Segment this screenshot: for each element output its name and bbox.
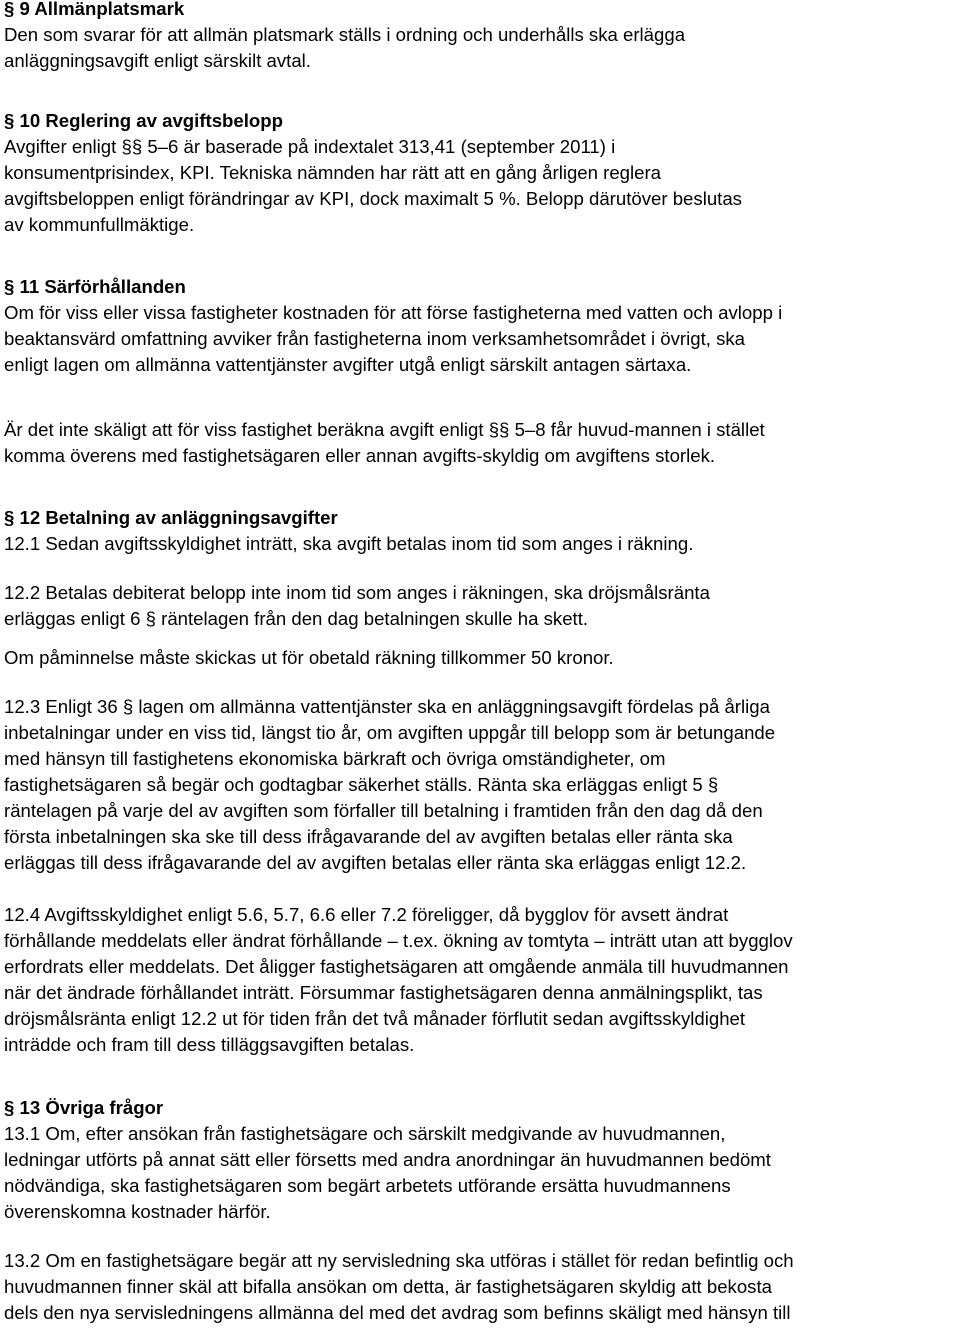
paragraph-line: erläggas enligt 6 § räntelagen från den dag betalningen skulle ha skett. xyxy=(4,608,589,629)
heading-section-13: § 13 Övriga frågor xyxy=(4,1097,164,1118)
paragraph-line: avgiftsbeloppen enligt förändringar av KPI, dock maximalt 5 %. Belopp därutöver beslutas xyxy=(4,188,742,209)
heading-section-11: § 11 Särförhållanden xyxy=(4,276,186,297)
paragraph-line: Om för viss eller vissa fastigheter kostnaden för att förse fastigheterna med vatten och avlopp i xyxy=(4,302,783,323)
paragraph-line: huvudmannen finner skäl att bifalla ansökan om detta, är fastighetsägaren skyldig att bekosta xyxy=(4,1276,772,1297)
paragraph-line: dröjsmålsränta enligt 12.2 ut för tiden från det två månader förflutit sedan avgiftsskyldighet xyxy=(4,1008,746,1029)
paragraph-line: 12.4 Avgiftsskyldighet enligt 5.6, 5.7, 6.6 eller 7.2 föreligger, då bygglov för avsett ändrat xyxy=(4,904,729,925)
paragraph-line: med hänsyn till fastighetens ekonomiska bärkraft och övriga omständigheter, om xyxy=(4,748,666,769)
paragraph-line: fastighetsägaren så begär och godtagbar säkerhet ställs. Ränta ska erläggas enligt 5 § xyxy=(4,774,719,795)
heading-section-9: § 9 Allmänplatsmark xyxy=(4,0,185,19)
heading-section-12: § 12 Betalning av anläggningsavgifter xyxy=(4,507,338,528)
paragraph-line: 12.1 Sedan avgiftsskyldighet inträtt, ska avgift betalas inom tid som anges i räkning. xyxy=(4,533,694,554)
paragraph-line: erfordrats eller meddelats. Det åligger fastighetsägaren att omgående anmäla till huvudmannen xyxy=(4,956,789,977)
paragraph-line: överenskomna kostnader härför. xyxy=(4,1201,271,1222)
paragraph-line: ledningar utförts på annat sätt eller försetts med andra anordningar än huvudmannen bedömt xyxy=(4,1149,771,1170)
paragraph-line: Avgifter enligt §§ 5–6 är baserade på indextalet 313,41 (september 2011) i xyxy=(4,136,616,157)
paragraph-line: 12.2 Betalas debiterat belopp inte inom tid som anges i räkningen, ska dröjsmålsränta xyxy=(4,582,710,603)
paragraph-line: anläggningsavgift enligt särskilt avtal. xyxy=(4,50,311,71)
paragraph-line: inbetalningar under en viss tid, längst tio år, om avgiften uppgår till belopp som är betungande xyxy=(4,722,776,743)
paragraph-line: Den som svarar för att allmän platsmark ställs i ordning och underhålls ska erlägga xyxy=(4,24,686,45)
paragraph-line: förhållande meddelats eller ändrat förhållande – t.ex. ökning av tomtyta – inträtt utan att bygglov xyxy=(4,930,793,951)
paragraph-line: konsumentprisindex, KPI. Tekniska nämnden har rätt att en gång årligen reglera xyxy=(4,162,662,183)
paragraph-line: enligt lagen om allmänna vattentjänster avgifter utgå enligt särskilt antagen särtaxa. xyxy=(4,354,692,375)
paragraph-line: 13.1 Om, efter ansökan från fastighetsägare och särskilt medgivande av huvudmannen, xyxy=(4,1123,726,1144)
paragraph-line: beaktansvärd omfattning avviker från fastigheterna inom verksamhetsområdet i övrigt, ska xyxy=(4,328,745,349)
paragraph-line: 12.3 Enligt 36 § lagen om allmänna vattentjänster ska en anläggningsavgift fördelas på årliga xyxy=(4,696,770,717)
paragraph-line: Om påminnelse måste skickas ut för obetald räkning tillkommer 50 kronor. xyxy=(4,647,614,668)
paragraph-line: Är det inte skäligt att för viss fastighet beräkna avgift enligt §§ 5–8 får huvud-mannen i stället xyxy=(4,419,765,440)
paragraph-line: nödvändiga, ska fastighetsägaren som begärt arbetets utförande ersätta huvudmannens xyxy=(4,1175,731,1196)
paragraph-line: när det ändrade förhållandet inträtt. Försummar fastighetsägaren denna anmälningsplikt, tas xyxy=(4,982,763,1003)
paragraph-line: räntelagen på varje del av avgiften som förfaller till betalning i framtiden från den dag då den xyxy=(4,800,763,821)
paragraph-line: erläggas till dess ifrågavarande del av avgiften betalas eller ränta ska erläggas enligt 12.2. xyxy=(4,852,747,873)
paragraph-line: första inbetalningen ska ske till dess ifrågavarande del av avgiften betalas eller ränta ska xyxy=(4,826,733,847)
paragraph-line: 13.2 Om en fastighetsägare begär att ny servisledning ska utföras i stället för redan befintlig och xyxy=(4,1250,794,1271)
heading-section-10: § 10 Reglering av avgiftsbelopp xyxy=(4,110,283,131)
paragraph-line: dels den nya servisledningens allmänna del med det avdrag som befinns skäligt med hänsyn till xyxy=(4,1302,791,1323)
paragraph-line: komma överens med fastighetsägaren eller annan avgifts-skyldig om avgiftens storlek. xyxy=(4,445,716,466)
paragraph-line: inträdde och fram till dess tilläggsavgiften betalas. xyxy=(4,1034,415,1055)
paragraph-line: av kommunfullmäktige. xyxy=(4,214,195,235)
